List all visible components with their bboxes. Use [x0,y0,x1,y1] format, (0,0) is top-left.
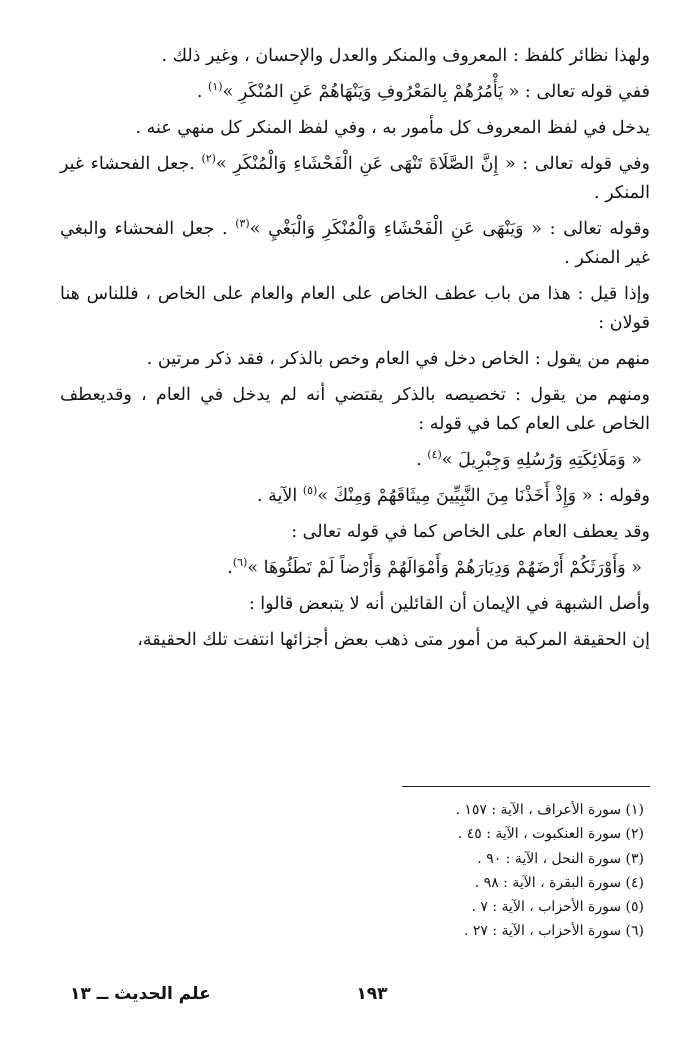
footnote-item: (٦) سورة الأحزاب ، الآية : ٢٧ . [463,923,644,940]
paragraph-text: « وَأَوْرَثَكُمْ أَرْضَهُمْ وَدِيَارَهُمْ وَأَمْوَالَهُمْ وَأَرْضاً لَمْ تَطَئُوهَا » [247,558,642,578]
footnote-item: (٢) سورة العنكبوت ، الآية : ٤٥ . [457,826,644,843]
page-footer [42,984,650,1012]
paragraph-text: وقد يعطف العام على الخاص كما في قوله تعالى : [291,522,650,542]
paragraph-text: ومنهم من يقول : تخصيصه بالذكر يقتضي أنه لم يدخل في العام ، وقديعطف الخاص على العام كما في قوله : [60,385,650,434]
paragraph-text-after-reference: . [416,450,428,470]
paragraph [60,626,650,655]
footnote-reference: (٣) [235,217,250,231]
paragraph-text: وأصل الشبهة في الإيمان أن القائلين أنه لا يتبعض قالوا : [248,594,650,614]
paragraph [60,114,650,143]
paragraph-text-after-reference: . [227,558,233,578]
paragraph-text-after-reference: الآية . [257,486,303,506]
paragraph-text: إن الحقيقة المركبة من أمور متى ذهب بعض أجزائها انتفت تلك الحقيقة، [137,630,650,650]
paragraph-text: منهم من يقول : الخاص دخل في العام وخص بالذكر ، فقد ذكر مرتين . [146,349,650,369]
paragraph [60,518,650,547]
verse-paragraph [60,446,650,475]
running-title: علم الحديث ــ ١٣ [70,984,211,1004]
paragraph [60,150,650,208]
paragraph [60,78,650,107]
footnote-reference: (٤) [427,448,442,462]
paragraph-text: « وَمَلَائِكَتِهِ وَرُسُلِهِ وَجِبْرِيلَ » [441,450,642,470]
paragraph-text-after-reference: . [196,82,209,102]
paragraph [60,381,650,439]
paragraph-text: وفي قوله تعالى : « إِنَّ الصَّلَاةَ تَنْهَى عَنِ الْفَحْشَاءِ وَالْمُنْكَرِ » [215,154,650,174]
footnote-reference: (٢) [201,152,216,166]
paragraph-text-after-reference: . جعل الفحشاء والبغي غير المنكر . [60,219,650,268]
paragraph-text: ففي قوله تعالى : « يَأْمُرُهُمْ بِالمَعْرُوفِ وَيَنْهَاهُمْ عَنِ المُنْكَرِ » [222,82,650,102]
footnotes-list [324,798,644,944]
footnote-reference: (٦) [232,556,248,570]
footnote-reference: (٥) [302,484,318,498]
paragraph [60,215,650,273]
page-number: ١٩٣ [356,984,388,1004]
paragraph-text: ولهذا نظائر كلفظ : المعروف والمنكر والعدل والإحسان ، وغير ذلك . [161,46,650,66]
paragraph [60,345,650,374]
paragraph-text: يدخل في لفظ المعروف كل مأمور به ، وفي لفظ المنكر كل منهي عنه . [135,118,650,138]
footnote-item: (٣) سورة النحل ، الآية : ٩٠ . [477,850,644,867]
footnote-item: (٤) سورة البقرة ، الآية : ٩٨ . [474,874,644,891]
paragraph-text: وقوله تعالى : « وَيَنْهَى عَنِ الْفَحْشَاءِ وَالْمُنْكَرِ وَالْبَغْيِ » [249,219,650,239]
verse-paragraph [60,554,650,583]
paragraph-text-after-reference: .جعل الفحشاء غير المنكر . [60,154,650,203]
paragraph-text: وإذا قيل : هذا من باب عطف الخاص على العام والعام على الخاص ، فللناس هنا قولان : [60,284,650,333]
footnote-reference: (١) [208,80,223,94]
footnote-separator [402,786,650,787]
footnote-item: (١) سورة الأعراف ، الآية : ١٥٧ . [455,802,644,818]
paragraph [60,482,650,511]
body-text [60,42,650,662]
paragraph [60,590,650,619]
paragraph-text: وقوله : « وَإِذْ أَخَذْنَا مِنَ النَّبِيِّينَ مِيثَاقَهُمْ وَمِنْكَ » [317,486,650,506]
paragraph [60,42,650,71]
footnote-item: (٥) سورة الأحزاب ، الآية : ٧ . [471,899,644,916]
paragraph [60,280,650,338]
